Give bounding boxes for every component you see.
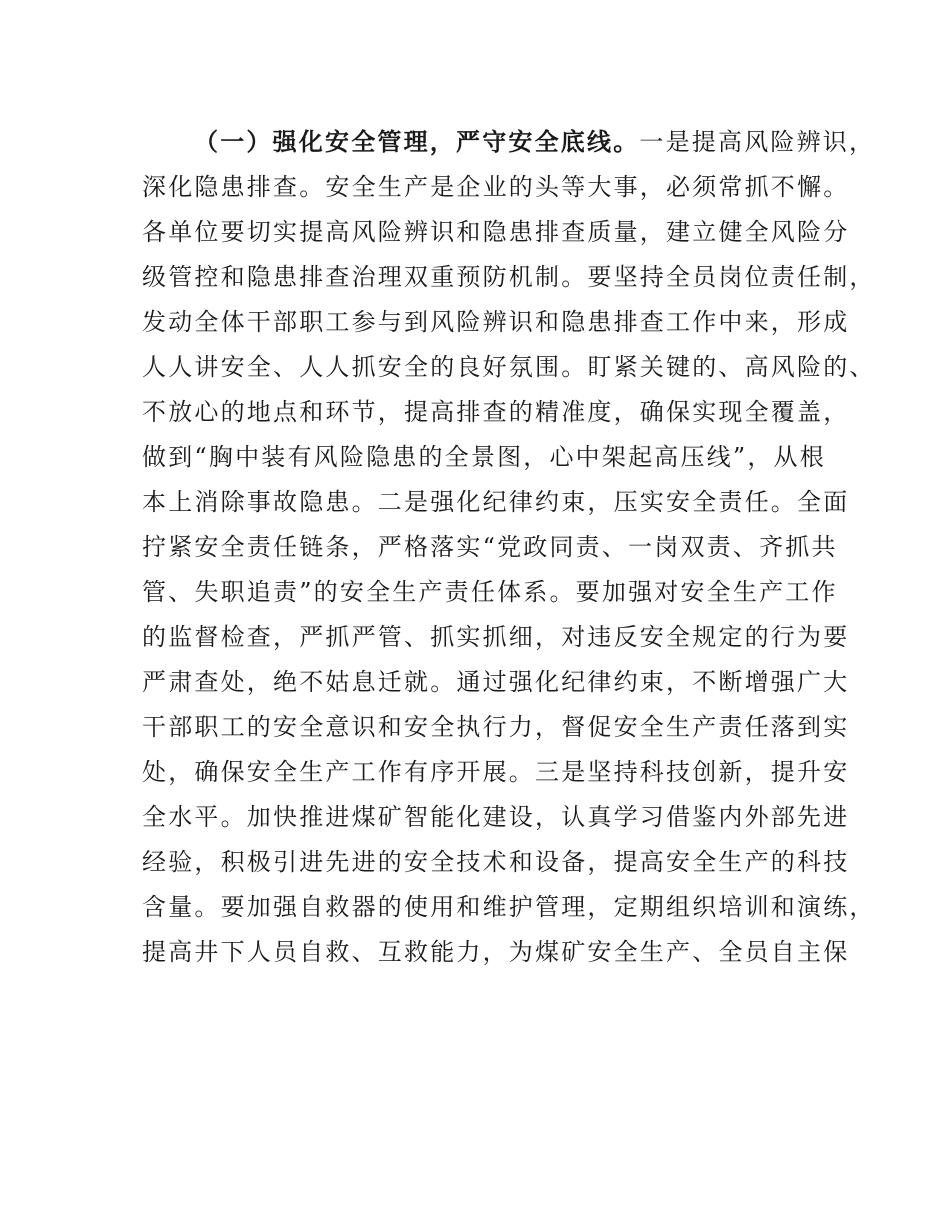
paragraph-line-18: 含量。要加强自救器的使用和维护管理，定期组织培训和演练， bbox=[142, 893, 876, 921]
paragraph-line-4: 级管控和隐患排查治理双重预防机制。要坚持全员岗位责任制， bbox=[142, 263, 876, 291]
document-body bbox=[142, 120, 876, 975]
paragraph-line-13: 严肃查处，绝不姑息迁就。通过强化纪律约束，不断增强广大 bbox=[142, 668, 850, 696]
section-heading: （一）强化安全管理，严守安全底线。 bbox=[194, 128, 640, 156]
line-text: 一是提高风险辨识， bbox=[639, 128, 876, 156]
paragraph-line-19: 提高井下人员自救、互救能力，为煤矿安全生产、全员自主保 bbox=[142, 938, 850, 966]
paragraph-line-12: 的监督检查，严抓严管、抓实抓细，对违反安全规定的行为要 bbox=[142, 623, 850, 651]
paragraph-line-7: 不放心的地点和环节，提高排查的精准度，确保实现全覆盖， bbox=[142, 398, 850, 426]
paragraph-line-16: 全水平。加快推进煤矿智能化建设，认真学习借鉴内外部先进 bbox=[142, 803, 850, 831]
paragraph-line-11: 管、失职追责”的安全生产责任体系。要加强对安全生产工作 bbox=[142, 578, 838, 606]
paragraph-line-14: 干部职工的安全意识和安全执行力，督促安全生产责任落到实 bbox=[142, 713, 850, 741]
paragraph-line-8: 做到“胸中装有风险隐患的全景图，心中架起高压线”，从根 bbox=[142, 443, 826, 471]
paragraph-line-15: 处，确保安全生产工作有序开展。三是坚持科技创新，提升安 bbox=[142, 758, 850, 786]
paragraph-line-10: 拧紧安全责任链条，严格落实“党政同责、一岗双责、齐抓共 bbox=[142, 533, 838, 561]
paragraph-line-17: 经验，积极引进先进的安全技术和设备，提高安全生产的科技 bbox=[142, 848, 850, 876]
paragraph-line-2: 深化隐患排查。安全生产是企业的头等大事，必须常抓不懈。 bbox=[142, 173, 850, 201]
paragraph-line-6: 人人讲安全、人人抓安全的良好氛围。盯紧关键的、高风险的、 bbox=[142, 353, 876, 381]
paragraph-line-5: 发动全体干部职工参与到风险辨识和隐患排查工作中来，形成 bbox=[142, 308, 850, 336]
paragraph-line-3: 各单位要切实提高风险辨识和隐患排查质量，建立健全风险分 bbox=[142, 218, 850, 246]
paragraph-line-9: 本上消除事故隐患。二是强化纪律约束，压实安全责任。全面 bbox=[142, 488, 850, 516]
paragraph-line-1 bbox=[142, 120, 876, 165]
